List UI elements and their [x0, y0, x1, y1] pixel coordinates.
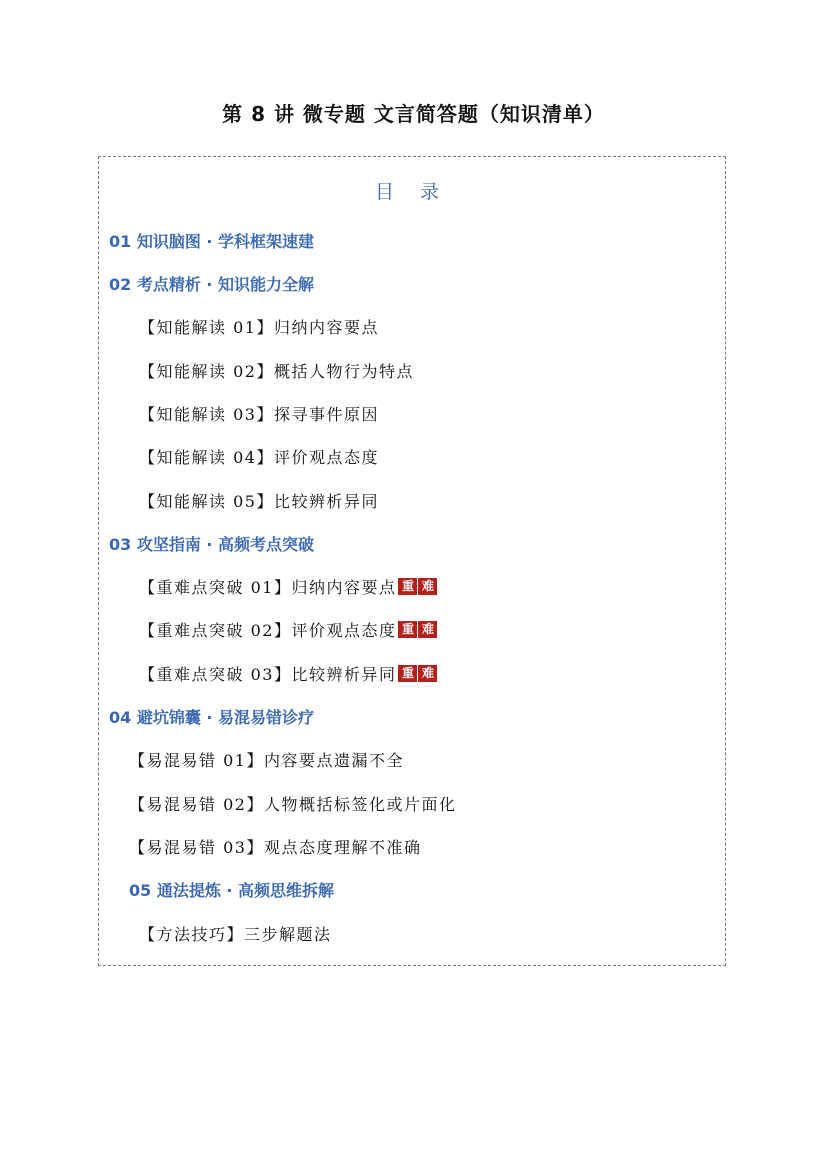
key-difficult-badge: 重 难 [398, 575, 438, 595]
toc-item-label: 【重难点突破 03】比较辨析异同 [139, 665, 397, 684]
toc-item[interactable]: 【易混易错 03】观点态度理解不准确 [129, 838, 422, 857]
toc-item-label: 【重难点突破 02】评价观点态度 [139, 621, 397, 640]
toc-section-04[interactable]: 04 避坑锦囊 · 易混易错诊疗 [109, 708, 315, 727]
toc-item[interactable]: 【知能解读 03】探寻事件原因 [139, 405, 379, 424]
toc-item[interactable] [139, 575, 438, 598]
toc-item[interactable]: 【知能解读 04】评价观点态度 [139, 448, 379, 467]
toc-item[interactable]: 【知能解读 05】比较辨析异同 [139, 492, 379, 511]
toc-item[interactable]: 【知能解读 02】概括人物行为特点 [139, 362, 414, 381]
toc-heading: 目 录 [374, 181, 450, 203]
toc-section-05[interactable]: 05 通法提炼 · 高频思维拆解 [129, 881, 335, 900]
document-title: 第 8 讲 微专题 文言简答题（知识清单） [222, 102, 605, 126]
key-difficult-badge: 重 难 [398, 662, 438, 682]
toc-section-02[interactable]: 02 考点精析 · 知识能力全解 [109, 275, 315, 294]
toc-item-label: 【重难点突破 01】归纳内容要点 [139, 578, 397, 597]
toc-section-01[interactable]: 01 知识脑图 · 学科框架速建 [109, 232, 315, 251]
toc-item[interactable]: 【知能解读 01】归纳内容要点 [139, 318, 379, 337]
toc-item[interactable]: 【易混易错 01】内容要点遗漏不全 [129, 751, 404, 770]
key-difficult-badge: 重 难 [398, 618, 438, 638]
toc-item[interactable]: 【易混易错 02】人物概括标签化或片面化 [129, 795, 457, 814]
toc-item[interactable] [139, 662, 438, 685]
toc-item[interactable]: 【方法技巧】三步解题法 [139, 925, 332, 944]
table-of-contents [98, 156, 726, 966]
toc-section-03[interactable]: 03 攻坚指南 · 高频考点突破 [109, 535, 315, 554]
toc-item[interactable] [139, 618, 438, 641]
